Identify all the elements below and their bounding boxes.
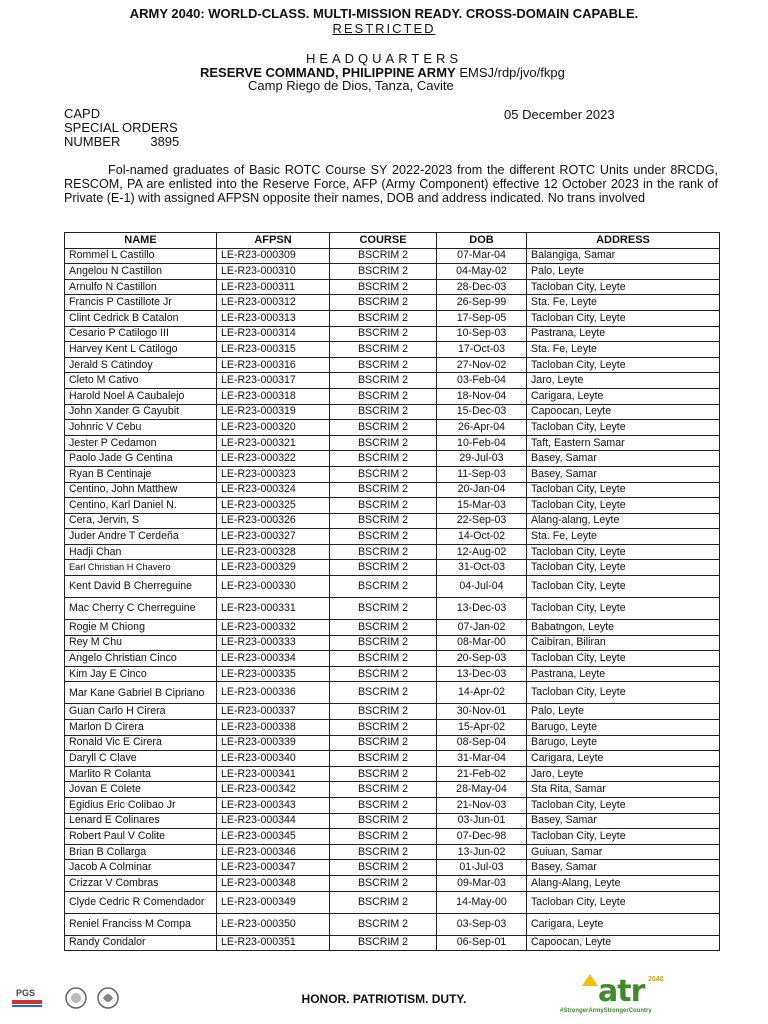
- cell-name: Jacob A Colminar: [65, 860, 217, 876]
- cell-course: BSCRIM 2: [330, 451, 437, 467]
- cell-name: Harvey Kent L Catilogo: [65, 342, 217, 358]
- cell-afpsn: LE-R23-000338: [217, 720, 330, 736]
- cell-name: Mac Cherry C Cherreguine: [65, 598, 217, 620]
- table-row: [65, 651, 720, 667]
- headquarters-title: HEADQUARTERS: [305, 51, 463, 66]
- cell-course: BSCRIM 2: [330, 388, 437, 404]
- cell-address: Alang-Alang, Leyte: [527, 875, 720, 891]
- cell-name: Jester P Cedamon: [65, 435, 217, 451]
- order-header-block: [64, 107, 179, 149]
- table-row: [65, 544, 720, 560]
- cell-dob: 03-Feb-04: [437, 373, 527, 389]
- cell-name: Guan Carlo H Cirera: [65, 704, 217, 720]
- cell-course: BSCRIM 2: [330, 766, 437, 782]
- cell-course: BSCRIM 2: [330, 782, 437, 798]
- cell-address: Babatngon, Leyte: [527, 620, 720, 636]
- cell-name: Arnulfo N Castillon: [65, 279, 217, 295]
- table-row: [65, 576, 720, 598]
- cell-afpsn: LE-R23-000310: [217, 264, 330, 280]
- cell-dob: 04-Jul-04: [437, 576, 527, 598]
- cell-name: Crizzar V Combras: [65, 875, 217, 891]
- cell-name: Mar Kane Gabriel B Cipriano: [65, 682, 217, 704]
- cell-course: BSCRIM 2: [330, 829, 437, 845]
- classification-label: RESTRICTED: [332, 21, 436, 36]
- enlistment-table: [64, 232, 720, 951]
- cell-address: Tacloban City, Leyte: [527, 798, 720, 814]
- table-row: [65, 420, 720, 436]
- cell-address: Tacloban City, Leyte: [527, 357, 720, 373]
- cell-dob: 13-Dec-03: [437, 666, 527, 682]
- cell-name: Robert Paul V Colite: [65, 829, 217, 845]
- cell-course: BSCRIM 2: [330, 420, 437, 436]
- cell-afpsn: LE-R23-000340: [217, 751, 330, 767]
- cell-name: Jovan E Colete: [65, 782, 217, 798]
- table-row: [65, 326, 720, 342]
- cell-name: Rey M Chu: [65, 635, 217, 651]
- table-row: [65, 913, 720, 935]
- cell-address: Sta Rita, Samar: [527, 782, 720, 798]
- cell-address: Tacloban City, Leyte: [527, 279, 720, 295]
- cell-course: BSCRIM 2: [330, 342, 437, 358]
- cell-afpsn: LE-R23-000309: [217, 248, 330, 264]
- cell-address: Tacloban City, Leyte: [527, 598, 720, 620]
- cell-course: BSCRIM 2: [330, 560, 437, 576]
- cell-course: BSCRIM 2: [330, 860, 437, 876]
- cell-course: BSCRIM 2: [330, 466, 437, 482]
- cell-name: Randy Condalor: [65, 935, 217, 951]
- cell-course: BSCRIM 2: [330, 513, 437, 529]
- cell-name: Centino, Karl Daniel N.: [65, 498, 217, 514]
- cell-address: Tacloban City, Leyte: [527, 482, 720, 498]
- cell-address: Pastrana, Leyte: [527, 326, 720, 342]
- cell-afpsn: LE-R23-000351: [217, 935, 330, 951]
- cell-dob: 28-May-04: [437, 782, 527, 798]
- cell-name: Ronald Vic E Cirera: [65, 735, 217, 751]
- cell-afpsn: LE-R23-000312: [217, 295, 330, 311]
- cell-course: BSCRIM 2: [330, 635, 437, 651]
- cell-afpsn: LE-R23-000323: [217, 466, 330, 482]
- cell-course: BSCRIM 2: [330, 248, 437, 264]
- cell-name: Cera, Jervin, S: [65, 513, 217, 529]
- cell-dob: 17-Oct-03: [437, 342, 527, 358]
- cell-dob: 06-Sep-01: [437, 935, 527, 951]
- cell-address: Jaro, Leyte: [527, 766, 720, 782]
- table-row: [65, 560, 720, 576]
- cell-address: Basey, Samar: [527, 466, 720, 482]
- cell-name: Cesario P Catilogo III: [65, 326, 217, 342]
- table-row: [65, 498, 720, 514]
- cell-dob: 12-Aug-02: [437, 544, 527, 560]
- cell-name: Earl Christian H Chavero: [65, 560, 217, 576]
- cell-afpsn: LE-R23-000341: [217, 766, 330, 782]
- cell-course: BSCRIM 2: [330, 279, 437, 295]
- unit-name: RESERVE COMMAND, PHILIPPINE ARMY: [200, 65, 456, 80]
- order-body-text: Fol-named graduates of Basic ROTC Course SY 2022-2023 from the different ROTC Units under 8RCDG, RESCOM, PA are enlisted into the Reserve Force, AFP (Army Component) effective 12 October 2023 in the rank of Private (E-1) with assigned AFPSN opposite their names, DOB and address indicated. No trans involved: [64, 163, 718, 205]
- cell-dob: 10-Feb-04: [437, 435, 527, 451]
- order-type: SPECIAL ORDERS: [64, 120, 178, 135]
- army-motto: ARMY 2040: WORLD-CLASS. MULTI-MISSION READY. CROSS-DOMAIN CAPABLE.: [129, 6, 639, 21]
- table-row: [65, 482, 720, 498]
- table-row: [65, 620, 720, 636]
- atr-arrow-icon: [582, 974, 598, 986]
- cell-afpsn: LE-R23-000346: [217, 844, 330, 860]
- column-header-course: COURSE: [330, 233, 437, 249]
- cell-dob: 08-Mar-00: [437, 635, 527, 651]
- cell-name: Hadji Chan: [65, 544, 217, 560]
- cell-address: Basey, Samar: [527, 860, 720, 876]
- table-body: [65, 248, 720, 951]
- table-row: [65, 342, 720, 358]
- cell-name: Angelo Christian Cinco: [65, 651, 217, 667]
- cell-dob: 09-Mar-03: [437, 875, 527, 891]
- cell-address: Basey, Samar: [527, 451, 720, 467]
- cell-dob: 20-Jan-04: [437, 482, 527, 498]
- table-row: [65, 248, 720, 264]
- army-2040-logo: [560, 974, 680, 1014]
- table-row: [65, 635, 720, 651]
- cell-name: John Xander G Cayubit: [65, 404, 217, 420]
- atr-hashtag: #StrongerArmyStrongerCountry: [560, 1008, 652, 1014]
- cell-dob: 26-Sep-99: [437, 295, 527, 311]
- cell-dob: 13-Jun-02: [437, 844, 527, 860]
- cell-dob: 20-Sep-03: [437, 651, 527, 667]
- cell-address: Tacloban City, Leyte: [527, 310, 720, 326]
- table-row: [65, 682, 720, 704]
- cell-dob: 07-Jan-02: [437, 620, 527, 636]
- cell-address: Capoocan, Leyte: [527, 404, 720, 420]
- order-number: 3895: [150, 134, 180, 149]
- cell-dob: 27-Nov-02: [437, 357, 527, 373]
- cell-name: Francis P Castillote Jr: [65, 295, 217, 311]
- table-row: [65, 388, 720, 404]
- table-row: [65, 373, 720, 389]
- column-header-dob: DOB: [437, 233, 527, 249]
- cell-dob: 11-Sep-03: [437, 466, 527, 482]
- cell-name: Reniel Franciss M Compa: [65, 913, 217, 935]
- table-row: [65, 466, 720, 482]
- cell-dob: 29-Jul-03: [437, 451, 527, 467]
- cell-afpsn: LE-R23-000339: [217, 735, 330, 751]
- cell-dob: 18-Nov-04: [437, 388, 527, 404]
- cell-dob: 10-Sep-03: [437, 326, 527, 342]
- cell-address: Sta. Fe, Leyte: [527, 295, 720, 311]
- cell-afpsn: LE-R23-000349: [217, 891, 330, 913]
- table-row: [65, 782, 720, 798]
- cell-dob: 14-Oct-02: [437, 529, 527, 545]
- cell-course: BSCRIM 2: [330, 891, 437, 913]
- cell-address: Tacloban City, Leyte: [527, 682, 720, 704]
- table-row: [65, 860, 720, 876]
- cell-afpsn: LE-R23-000324: [217, 482, 330, 498]
- cell-address: Caibiran, Biliran: [527, 635, 720, 651]
- cell-afpsn: LE-R23-000331: [217, 598, 330, 620]
- cell-course: BSCRIM 2: [330, 875, 437, 891]
- cell-course: BSCRIM 2: [330, 326, 437, 342]
- cell-afpsn: LE-R23-000313: [217, 310, 330, 326]
- cell-dob: 14-May-00: [437, 891, 527, 913]
- cell-dob: 26-Apr-04: [437, 420, 527, 436]
- table-row: [65, 720, 720, 736]
- cell-name: Clyde Cedric R Comendador: [65, 891, 217, 913]
- cell-afpsn: LE-R23-000335: [217, 666, 330, 682]
- cell-course: BSCRIM 2: [330, 498, 437, 514]
- cell-address: Pastrana, Leyte: [527, 666, 720, 682]
- table-row: [65, 404, 720, 420]
- cell-afpsn: LE-R23-000350: [217, 913, 330, 935]
- column-header-address: ADDRESS: [527, 233, 720, 249]
- cell-address: Carigara, Leyte: [527, 751, 720, 767]
- cell-address: Tacloban City, Leyte: [527, 544, 720, 560]
- cell-address: Tacloban City, Leyte: [527, 560, 720, 576]
- cell-address: Sta. Fe, Leyte: [527, 529, 720, 545]
- cell-course: BSCRIM 2: [330, 357, 437, 373]
- order-number-line: [64, 135, 179, 149]
- cell-course: BSCRIM 2: [330, 935, 437, 951]
- cell-address: Capoocan, Leyte: [527, 935, 720, 951]
- cell-dob: 15-Apr-02: [437, 720, 527, 736]
- cell-afpsn: LE-R23-000330: [217, 576, 330, 598]
- cell-name: Ryan B Centinaje: [65, 466, 217, 482]
- cell-name: Daryll C Clave: [65, 751, 217, 767]
- office-code: CAPD: [64, 106, 101, 121]
- cell-address: Tacloban City, Leyte: [527, 498, 720, 514]
- table-row: [65, 766, 720, 782]
- column-header-name: NAME: [65, 233, 217, 249]
- table-row: [65, 735, 720, 751]
- cell-course: BSCRIM 2: [330, 682, 437, 704]
- table-row: [65, 935, 720, 951]
- table-row: [65, 813, 720, 829]
- cell-dob: 30-Nov-01: [437, 704, 527, 720]
- cell-afpsn: LE-R23-000334: [217, 651, 330, 667]
- cell-dob: 13-Dec-03: [437, 598, 527, 620]
- cell-afpsn: LE-R23-000318: [217, 388, 330, 404]
- cell-course: BSCRIM 2: [330, 264, 437, 280]
- cell-name: Johnric V Cebu: [65, 420, 217, 436]
- cell-afpsn: LE-R23-000326: [217, 513, 330, 529]
- table-row: [65, 310, 720, 326]
- cell-name: Marlito R Colanta: [65, 766, 217, 782]
- cell-dob: 28-Dec-03: [437, 279, 527, 295]
- table-row: [65, 751, 720, 767]
- cell-dob: 31-Oct-03: [437, 560, 527, 576]
- cell-name: Rogie M Chiong: [65, 620, 217, 636]
- cell-afpsn: LE-R23-000311: [217, 279, 330, 295]
- cell-dob: 15-Dec-03: [437, 404, 527, 420]
- cell-afpsn: LE-R23-000328: [217, 544, 330, 560]
- table-header-row: [65, 233, 720, 249]
- cell-afpsn: LE-R23-000343: [217, 798, 330, 814]
- cell-address: Tacloban City, Leyte: [527, 651, 720, 667]
- cell-name: Paolo Jade G Centina: [65, 451, 217, 467]
- cell-name: Marlon D Cirera: [65, 720, 217, 736]
- table-row: [65, 891, 720, 913]
- cell-afpsn: LE-R23-000342: [217, 782, 330, 798]
- cell-address: Balangiga, Samar: [527, 248, 720, 264]
- cell-afpsn: LE-R23-000332: [217, 620, 330, 636]
- cell-course: BSCRIM 2: [330, 598, 437, 620]
- cell-afpsn: LE-R23-000325: [217, 498, 330, 514]
- cell-name: Cleto M Cativo: [65, 373, 217, 389]
- cell-afpsn: LE-R23-000337: [217, 704, 330, 720]
- table-row: [65, 529, 720, 545]
- cell-afpsn: LE-R23-000320: [217, 420, 330, 436]
- table-row: [65, 844, 720, 860]
- cell-course: BSCRIM 2: [330, 798, 437, 814]
- cell-address: Tacloban City, Leyte: [527, 576, 720, 598]
- cell-address: Carigara, Leyte: [527, 913, 720, 935]
- cell-afpsn: LE-R23-000317: [217, 373, 330, 389]
- cell-afpsn: LE-R23-000327: [217, 529, 330, 545]
- cell-course: BSCRIM 2: [330, 735, 437, 751]
- atr-logo-text: atr: [598, 974, 645, 1009]
- table-row: [65, 798, 720, 814]
- cell-course: BSCRIM 2: [330, 576, 437, 598]
- cell-course: BSCRIM 2: [330, 482, 437, 498]
- order-number-label: NUMBER: [64, 134, 121, 149]
- order-date: 05 December 2023: [504, 107, 615, 122]
- table-row: [65, 295, 720, 311]
- cell-dob: 22-Sep-03: [437, 513, 527, 529]
- table-row: [65, 451, 720, 467]
- table-row: [65, 829, 720, 845]
- cell-afpsn: LE-R23-000345: [217, 829, 330, 845]
- cell-address: Tacloban City, Leyte: [527, 891, 720, 913]
- cell-course: BSCRIM 2: [330, 529, 437, 545]
- cell-address: Sta. Fe, Leyte: [527, 342, 720, 358]
- cell-address: Palo, Leyte: [527, 264, 720, 280]
- cell-course: BSCRIM 2: [330, 704, 437, 720]
- table-row: [65, 264, 720, 280]
- cell-name: Rommel L Castillo: [65, 248, 217, 264]
- column-header-afpsn: AFPSN: [217, 233, 330, 249]
- pgs-logo-text: PGS: [16, 988, 36, 998]
- cell-dob: 04-May-02: [437, 264, 527, 280]
- cell-course: BSCRIM 2: [330, 844, 437, 860]
- cell-afpsn: LE-R23-000314: [217, 326, 330, 342]
- unit-location: Camp Riego de Dios, Tanza, Cavite: [248, 78, 454, 93]
- cell-dob: 03-Sep-03: [437, 913, 527, 935]
- cell-address: Carigara, Leyte: [527, 388, 720, 404]
- table-row: [65, 279, 720, 295]
- cell-address: Tacloban City, Leyte: [527, 829, 720, 845]
- cell-name: Clint Cedrick B Catalon: [65, 310, 217, 326]
- cell-address: Palo, Leyte: [527, 704, 720, 720]
- table-row: [65, 598, 720, 620]
- table-row: [65, 357, 720, 373]
- cell-course: BSCRIM 2: [330, 751, 437, 767]
- cell-dob: 31-Mar-04: [437, 751, 527, 767]
- table-row: [65, 875, 720, 891]
- cell-afpsn: LE-R23-000336: [217, 682, 330, 704]
- cell-afpsn: LE-R23-000321: [217, 435, 330, 451]
- cell-name: Harold Noel A Caubalejo: [65, 388, 217, 404]
- cell-name: Lenard E Colinares: [65, 813, 217, 829]
- cell-dob: 15-Mar-03: [437, 498, 527, 514]
- cell-dob: 21-Feb-02: [437, 766, 527, 782]
- cell-name: Juder Andre T Cerdeña: [65, 529, 217, 545]
- cell-address: Alang-alang, Leyte: [527, 513, 720, 529]
- atr-year-text: 2040: [648, 976, 664, 983]
- cell-dob: 17-Sep-05: [437, 310, 527, 326]
- cell-address: Taft, Eastern Samar: [527, 435, 720, 451]
- cell-course: BSCRIM 2: [330, 295, 437, 311]
- cell-course: BSCRIM 2: [330, 404, 437, 420]
- cell-course: BSCRIM 2: [330, 913, 437, 935]
- cell-dob: 03-Jun-01: [437, 813, 527, 829]
- cell-name: Kent David B Cherreguine: [65, 576, 217, 598]
- cell-afpsn: LE-R23-000347: [217, 860, 330, 876]
- cell-address: Barugo, Leyte: [527, 735, 720, 751]
- cell-dob: 08-Sep-04: [437, 735, 527, 751]
- cell-afpsn: LE-R23-000322: [217, 451, 330, 467]
- cell-afpsn: LE-R23-000344: [217, 813, 330, 829]
- cell-dob: 14-Apr-02: [437, 682, 527, 704]
- cell-afpsn: LE-R23-000316: [217, 357, 330, 373]
- unit-reference: EMSJ/rdp/jvo/fkpg: [459, 65, 565, 80]
- cell-dob: 07-Mar-04: [437, 248, 527, 264]
- cell-name: Egidius Eric Colibao Jr: [65, 798, 217, 814]
- cell-name: Kim Jay E Cinco: [65, 666, 217, 682]
- cell-course: BSCRIM 2: [330, 813, 437, 829]
- table-row: [65, 704, 720, 720]
- cell-afpsn: LE-R23-000319: [217, 404, 330, 420]
- cell-course: BSCRIM 2: [330, 651, 437, 667]
- cell-afpsn: LE-R23-000329: [217, 560, 330, 576]
- cell-course: BSCRIM 2: [330, 435, 437, 451]
- table-row: [65, 435, 720, 451]
- cell-address: Basey, Samar: [527, 813, 720, 829]
- cell-dob: 07-Dec-98: [437, 829, 527, 845]
- cell-address: Barugo, Leyte: [527, 720, 720, 736]
- cell-course: BSCRIM 2: [330, 620, 437, 636]
- cell-name: Centino, John Matthew: [65, 482, 217, 498]
- cell-name: Angelou N Castillon: [65, 264, 217, 280]
- footer-slogan: HONOR. PATRIOTISM. DUTY.: [301, 992, 467, 1006]
- cell-afpsn: LE-R23-000315: [217, 342, 330, 358]
- cell-dob: 01-Jul-03: [437, 860, 527, 876]
- cell-course: BSCRIM 2: [330, 373, 437, 389]
- cell-name: Brian B Collarga: [65, 844, 217, 860]
- cell-afpsn: LE-R23-000348: [217, 875, 330, 891]
- cell-course: BSCRIM 2: [330, 310, 437, 326]
- cell-address: Jaro, Leyte: [527, 373, 720, 389]
- cell-address: Tacloban City, Leyte: [527, 420, 720, 436]
- cell-name: Jerald S Catindoy: [65, 357, 217, 373]
- table-row: [65, 513, 720, 529]
- cell-course: BSCRIM 2: [330, 666, 437, 682]
- cell-dob: 21-Nov-03: [437, 798, 527, 814]
- table-row: [65, 666, 720, 682]
- cell-course: BSCRIM 2: [330, 720, 437, 736]
- cell-afpsn: LE-R23-000333: [217, 635, 330, 651]
- cell-address: Guiuan, Samar: [527, 844, 720, 860]
- cell-course: BSCRIM 2: [330, 544, 437, 560]
